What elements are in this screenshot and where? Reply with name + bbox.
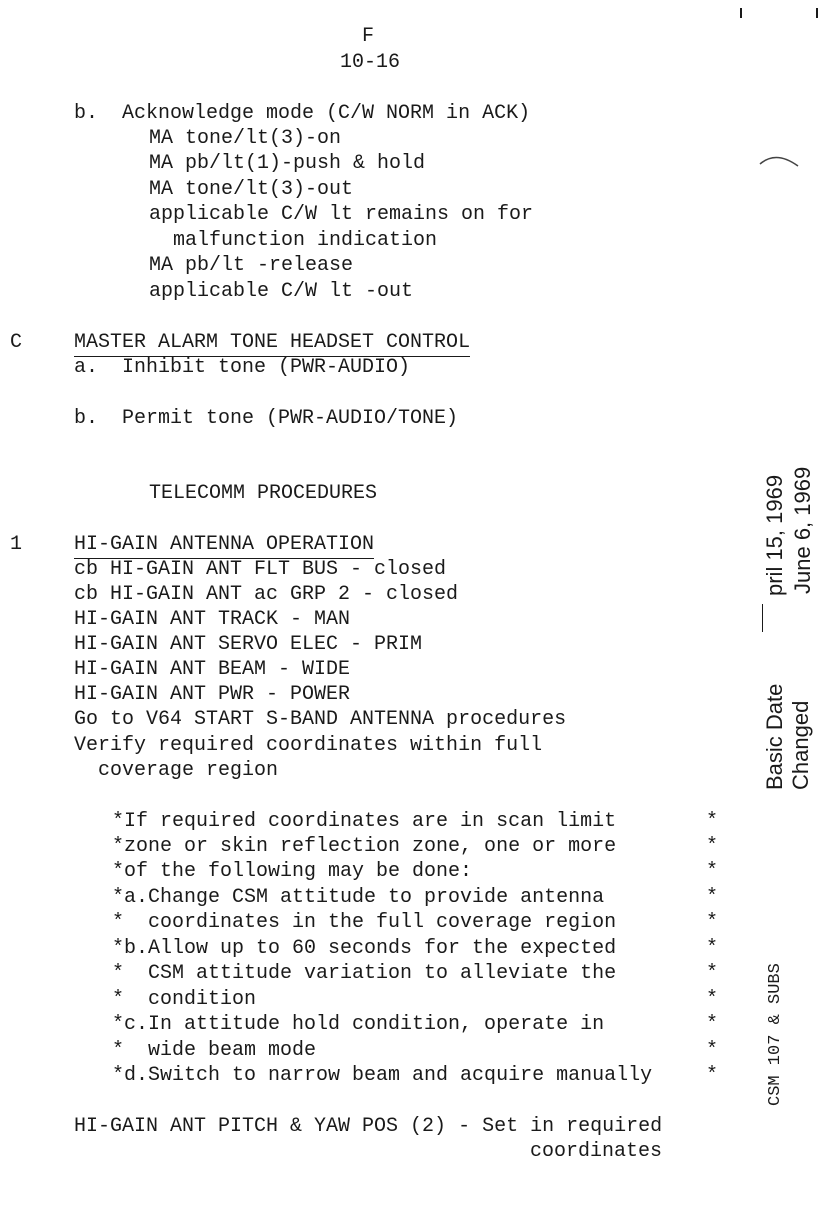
acknowledge-step: applicable C/W lt remains on for <box>149 203 534 226</box>
scan-curve-mark <box>758 148 802 170</box>
note-line: * wide beam mode <box>112 1039 317 1062</box>
note-border-star: * <box>706 1039 719 1062</box>
note-border-star: * <box>706 886 719 909</box>
basic-date-value: pril 15, 1969 <box>762 474 787 596</box>
acknowledge-step: MA tone/lt(3)-on <box>149 127 342 150</box>
note-border-star: * <box>706 860 719 883</box>
acknowledge-step: applicable C/W lt -out <box>149 280 414 303</box>
acknowledge-step: MA tone/lt(3)-out <box>149 178 354 201</box>
note-border-star: * <box>706 988 719 1011</box>
note-line: *If required coordinates are in scan limit <box>112 810 617 833</box>
permit-tone-item: b. Permit tone (PWR-AUDIO/TONE) <box>74 407 459 430</box>
procedure-step: coverage region <box>74 759 279 782</box>
acknowledge-step: MA pb/lt -release <box>149 254 354 277</box>
acknowledge-mode-title: b. Acknowledge mode (C/W NORM in ACK) <box>74 102 531 125</box>
section-marker: 1 <box>10 533 23 556</box>
vehicle-applicability: CSM 107 & SUBS <box>766 963 785 1106</box>
scan-tick-mark <box>816 8 818 18</box>
note-line: *zone or skin reflection zone, one or more <box>112 835 617 858</box>
note-border-star: * <box>706 1064 719 1087</box>
page-number: 10-16 <box>340 51 401 74</box>
procedure-step: HI-GAIN ANT TRACK - MAN <box>74 608 351 631</box>
note-border-star: * <box>706 962 719 985</box>
procedure-step: Verify required coordinates within full <box>74 734 543 757</box>
procedure-step: HI-GAIN ANT PITCH & YAW POS (2) - Set in required <box>74 1115 663 1138</box>
procedure-step: HI-GAIN ANT PWR - POWER <box>74 683 351 706</box>
note-line: * condition <box>112 988 257 1011</box>
note-border-star: * <box>706 810 719 833</box>
note-line: *d.Switch to narrow beam and acquire manually <box>112 1064 653 1087</box>
procedure-step: Go to V64 START S-BAND ANTENNA procedures <box>74 708 567 731</box>
acknowledge-step: MA pb/lt(1)-push & hold <box>149 152 426 175</box>
section-letter: F <box>362 25 375 48</box>
hi-gain-antenna-title: HI-GAIN ANTENNA OPERATION <box>74 533 374 559</box>
telecomm-procedures-heading: TELECOMM PROCEDURES <box>149 482 378 505</box>
note-line: * CSM attitude variation to alleviate the <box>112 962 617 985</box>
procedure-step-continuation: coordinates <box>530 1140 663 1163</box>
master-alarm-title: MASTER ALARM TONE HEADSET CONTROL <box>74 331 470 357</box>
changed-date-value: June 6, 1969 <box>790 466 815 594</box>
procedure-step: HI-GAIN ANT SERVO ELEC - PRIM <box>74 633 423 656</box>
note-line: * coordinates in the full coverage region <box>112 911 617 934</box>
note-line: *a.Change CSM attitude to provide antenna <box>112 886 605 909</box>
basic-date-label: Basic Date <box>762 683 787 790</box>
note-border-star: * <box>706 835 719 858</box>
scan-tick-mark <box>740 8 742 18</box>
note-line: *b.Allow up to 60 seconds for the expected <box>112 937 617 960</box>
acknowledge-step: malfunction indication <box>149 229 438 252</box>
procedure-step: cb HI-GAIN ANT FLT BUS - closed <box>74 558 447 581</box>
note-line: *of the following may be done: <box>112 860 473 883</box>
procedure-step: cb HI-GAIN ANT ac GRP 2 - closed <box>74 583 459 606</box>
procedure-step: HI-GAIN ANT BEAM - WIDE <box>74 658 351 681</box>
inhibit-tone-item: a. Inhibit tone (PWR-AUDIO) <box>74 356 411 379</box>
note-border-star: * <box>706 911 719 934</box>
basic-date-underline <box>762 604 763 632</box>
section-marker: C <box>10 331 23 354</box>
note-border-star: * <box>706 1013 719 1036</box>
changed-date-label: Changed <box>788 700 813 790</box>
note-border-star: * <box>706 937 719 960</box>
note-line: *c.In attitude hold condition, operate in <box>112 1013 605 1036</box>
